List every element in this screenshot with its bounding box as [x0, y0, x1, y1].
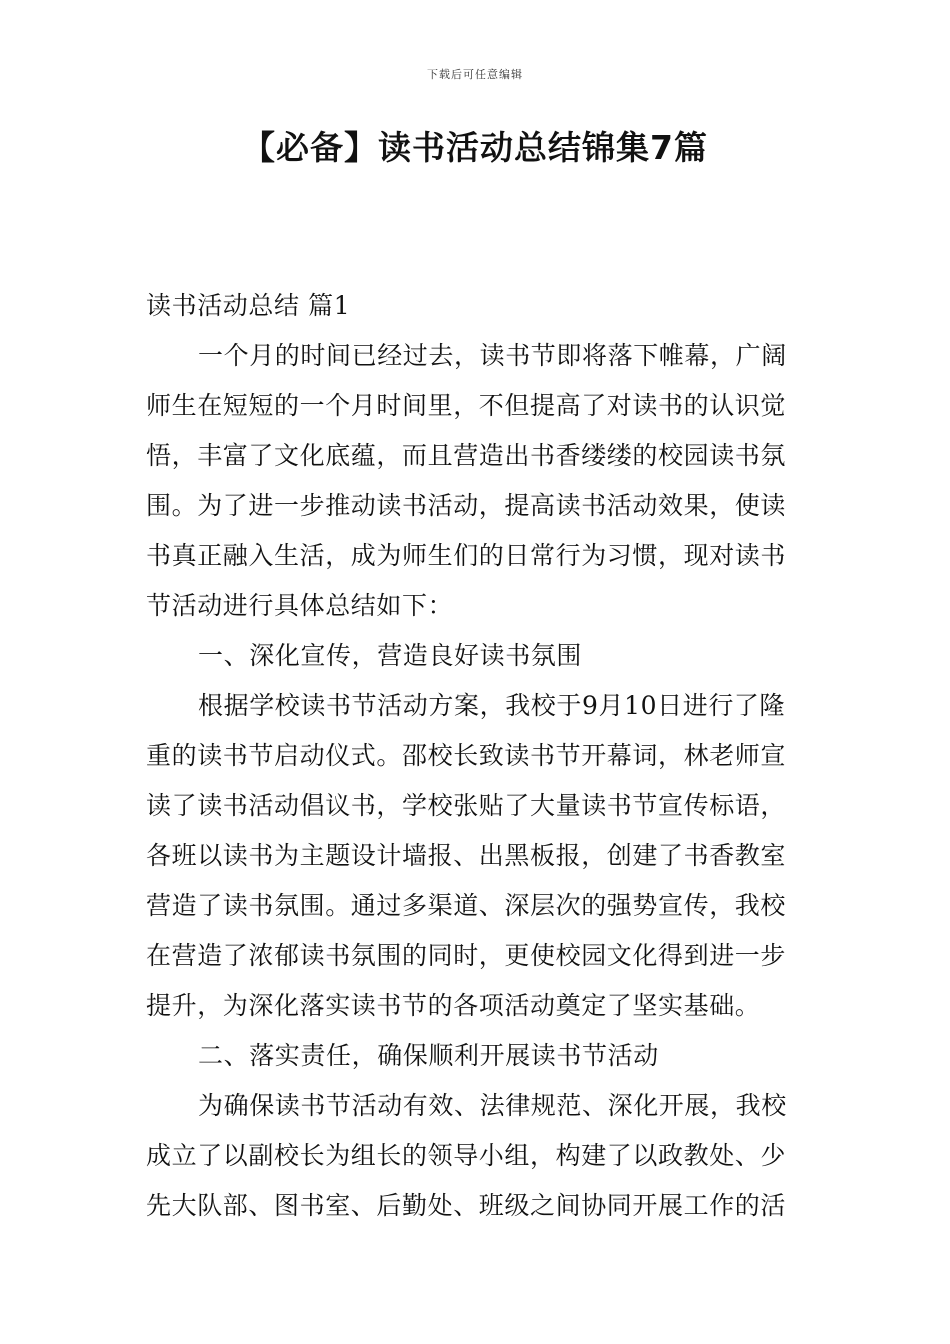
document-body — [146, 281, 810, 1231]
section-heading-2: 二、落实责任，确保顺利开展读书节活动 — [198, 1041, 659, 1070]
header-note: 下载后可任意编辑 — [427, 68, 523, 81]
section-label: 读书活动总结 篇1 — [146, 291, 351, 320]
paragraph-responsibility: 为确保读书节活动有效、法律规范、深化开展，我校成立了以副校长为组长的领导小组，构建了以政教处、少先大队部、图书室、后勤处、班级之间协同开展工作的活 — [146, 1091, 787, 1220]
paragraph-publicity: 根据学校读书节活动方案，我校于9月10日进行了隆重的读书节启动仪式。邵校长致读书节开幕词，林老师宣读了读书活动倡议书，学校张贴了大量读书节宣传标语，各班以读书为主题设计墙报、出黑板报，创建了书香教室营造了读书氛围。通过多渠道、深层次的强势宣传，我校在营造了浓郁读书氛围的同时，更使校园文化得到进一步提升，为深化落实读书节的各项活动奠定了坚实基础。 — [146, 691, 787, 1020]
document-title: 【必备】读书活动总结锦集7篇 — [242, 128, 708, 167]
paragraph-intro: 一个月的时间已经过去，读书节即将落下帷幕，广阔师生在短短的一个月时间里，不但提高了对读书的认识觉悟，丰富了文化底蕴，而且营造出书香缕缕的校园读书氛围。为了进一步推动读书活动，提高读书活动效果，使读书真正融入生活，成为师生们的日常行为习惯，现对读书节活动进行具体总结如下： — [146, 341, 787, 620]
section-heading-1: 一、深化宣传，营造良好读书氛围 — [198, 641, 583, 670]
